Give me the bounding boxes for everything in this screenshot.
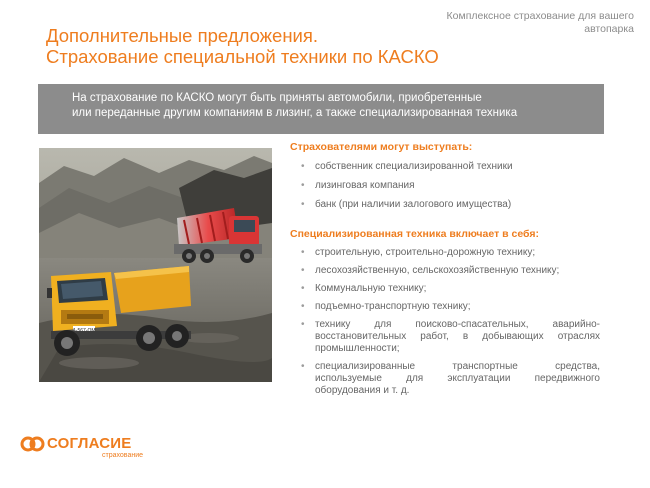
intro-banner — [38, 84, 604, 134]
logo-name: СОГЛАСИЕ — [47, 435, 132, 452]
logo-rings-icon — [20, 435, 46, 453]
title-line-2: Страхование специальной техники по КАСКО — [46, 46, 439, 67]
special-equipment-heading: Специализированная техника включает в себя: — [290, 228, 540, 240]
title-line-1: Дополнительные предложения. — [46, 25, 319, 46]
policyholders-heading: Страхователями могут выступать: — [290, 141, 473, 153]
header-note: Комплексное страхование для вашего автопарка — [446, 10, 634, 35]
list-item: • лесохозяйственную, сельскохозяйственную технику; — [290, 265, 600, 277]
list-item: • специализированные транспортные средства, используемые для эксплуатации передвижного оборудования и т. д. — [290, 361, 600, 397]
banner-line-2: или переданные другим компаниям в лизинг, а также специализированная техника — [72, 107, 518, 119]
list-item: • подъемно-транспортную технику; — [290, 301, 600, 313]
list-item: • строительную, строительно-дорожную технику; — [290, 247, 600, 259]
slide-title — [46, 25, 466, 67]
content-column — [290, 141, 600, 397]
list-item: • банк (при наличии залогового имущества) — [290, 199, 600, 211]
list-item: • Коммунальную технику; — [290, 283, 600, 295]
list-item: • лизинговая компания — [290, 180, 600, 192]
company-logo — [20, 433, 160, 463]
policyholders-list — [290, 161, 600, 211]
list-item: • технику для поисково-спасательных, аварийно-восстановительных работ, в добывающих отраслях промышленности; — [290, 319, 600, 355]
banner-line-1: На страхование по КАСКО могут быть приняты автомобили, приобретенные — [72, 92, 482, 104]
special-vehicles-photo — [39, 148, 272, 382]
logo-subtitle: страхование — [102, 452, 144, 459]
list-item: • собственник специализированной техники — [290, 161, 600, 173]
special-equipment-list — [290, 247, 600, 397]
